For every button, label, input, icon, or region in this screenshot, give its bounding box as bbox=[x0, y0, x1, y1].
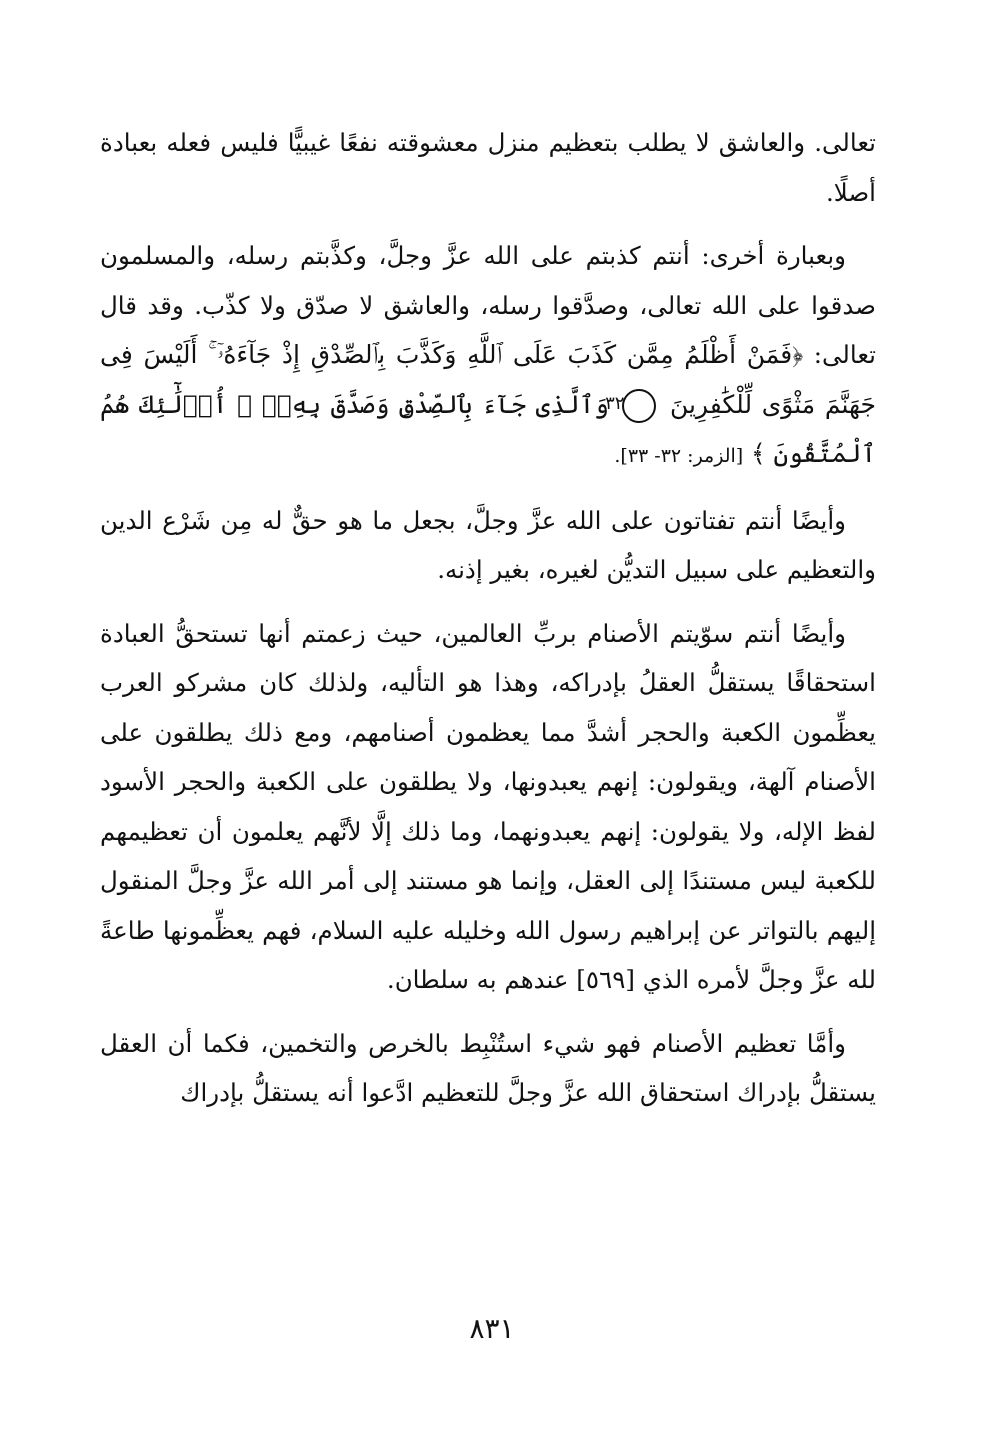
quran-verse-32: فَمَنْ أَظْلَمُ مِمَّن كَذَبَ عَلَى ٱللَّهِ وَكَذَّبَ بِٱلصِّدْقِ إِذْ جَآءَهُۥٓ ۚ أَلَيْسَ فِى جَهَنَّمَ مَثْوًى لِّلْكَٰفِرِينَ bbox=[100, 340, 876, 419]
page-number: ٨٣١ bbox=[469, 1312, 515, 1345]
paragraph-2 bbox=[100, 231, 876, 482]
paragraph-3: وأيضًا أنتم تفتاتون على الله عزَّ وجلَّ، بجعل ما هو حقٌّ له مِن شَرْع الدين والتعظيم على سبيل التديُّن لغيره، بغير إذنه. bbox=[100, 505, 876, 584]
paragraph-2-intro: وبعبارة أخرى: أنتم كذبتم على الله عزَّ وجلَّ، وكذَّبتم رسله، والمسلمون صدقوا على الله تعالى، وصدَّقوا رسله، والعاشق لا صدّق ولا كذّب. وقد قال تعالى: bbox=[100, 241, 877, 369]
paragraph-5: وأمَّا تعظيم الأصنام فهو شيء استُنْبِط بالخرص والتخمين، فكما أن العقل يستقلُّ بإدراك استحقاق الله عزَّ وجلَّ للتعظيم ادَّعوا أنه يستقلُّ بإدراك bbox=[100, 1028, 876, 1107]
body-text bbox=[100, 118, 876, 1132]
paragraph-1: تعالى. والعاشق لا يطلب بتعظيم منزل معشوقته نفعًا غيبيًّا فليس فعله بعبادة أصلًا. bbox=[100, 128, 876, 207]
quran-verse-33: وَٱلَّذِى جَآءَ بِٱلصِّدْقِ وَصَدَّقَ بِهِۦٓ ۙ أُو۟لَٰٓئِكَ هُمُ ٱلْمُتَّقُونَ bbox=[100, 389, 876, 468]
quran-open-bracket: ﴿ bbox=[792, 340, 804, 369]
quran-close-bracket: ﴾ bbox=[751, 439, 766, 468]
quran-reference: [الزمر: ٣٢- ٣٣]. bbox=[614, 445, 744, 467]
ayah-number-marker: ٣٢ bbox=[622, 389, 656, 423]
paragraph-4: وأيضًا أنتم سوّيتم الأصنام بربِّ العالمين، حيث زعمتم أنها تستحقُّ العبادة استحقاقًا يستقلُّ العقلُ بإدراكه، وهذا هو التأليه، ولذلك كان مشركو العرب يعظِّمون الكعبة والحجر أشدَّ مما يعظمون أصنامهم، ومع ذلك يطلقون على الأصنام آلهة، ويقولون: إنهم يعبدونها، ولا يطلقون على الكعبة والحجر الأسود لفظ الإله، ولا يقولون: إنهم يعبدونهما، وما ذلك إلَّا لأنَّهم يعلمون أن تعظيمهم للكعبة ليس مستندًا إلى العقل، وإنما هو مستند إلى أمر الله عزَّ وجلَّ المنقول إليهم بالتواتر عن إبراهيم رسول الله وخليله عليه السلام، فهم يعظِّمونها طاعةً لله عزَّ وجلَّ لأمره الذي [٥٦٩] عندهم به سلطان. bbox=[100, 618, 876, 994]
